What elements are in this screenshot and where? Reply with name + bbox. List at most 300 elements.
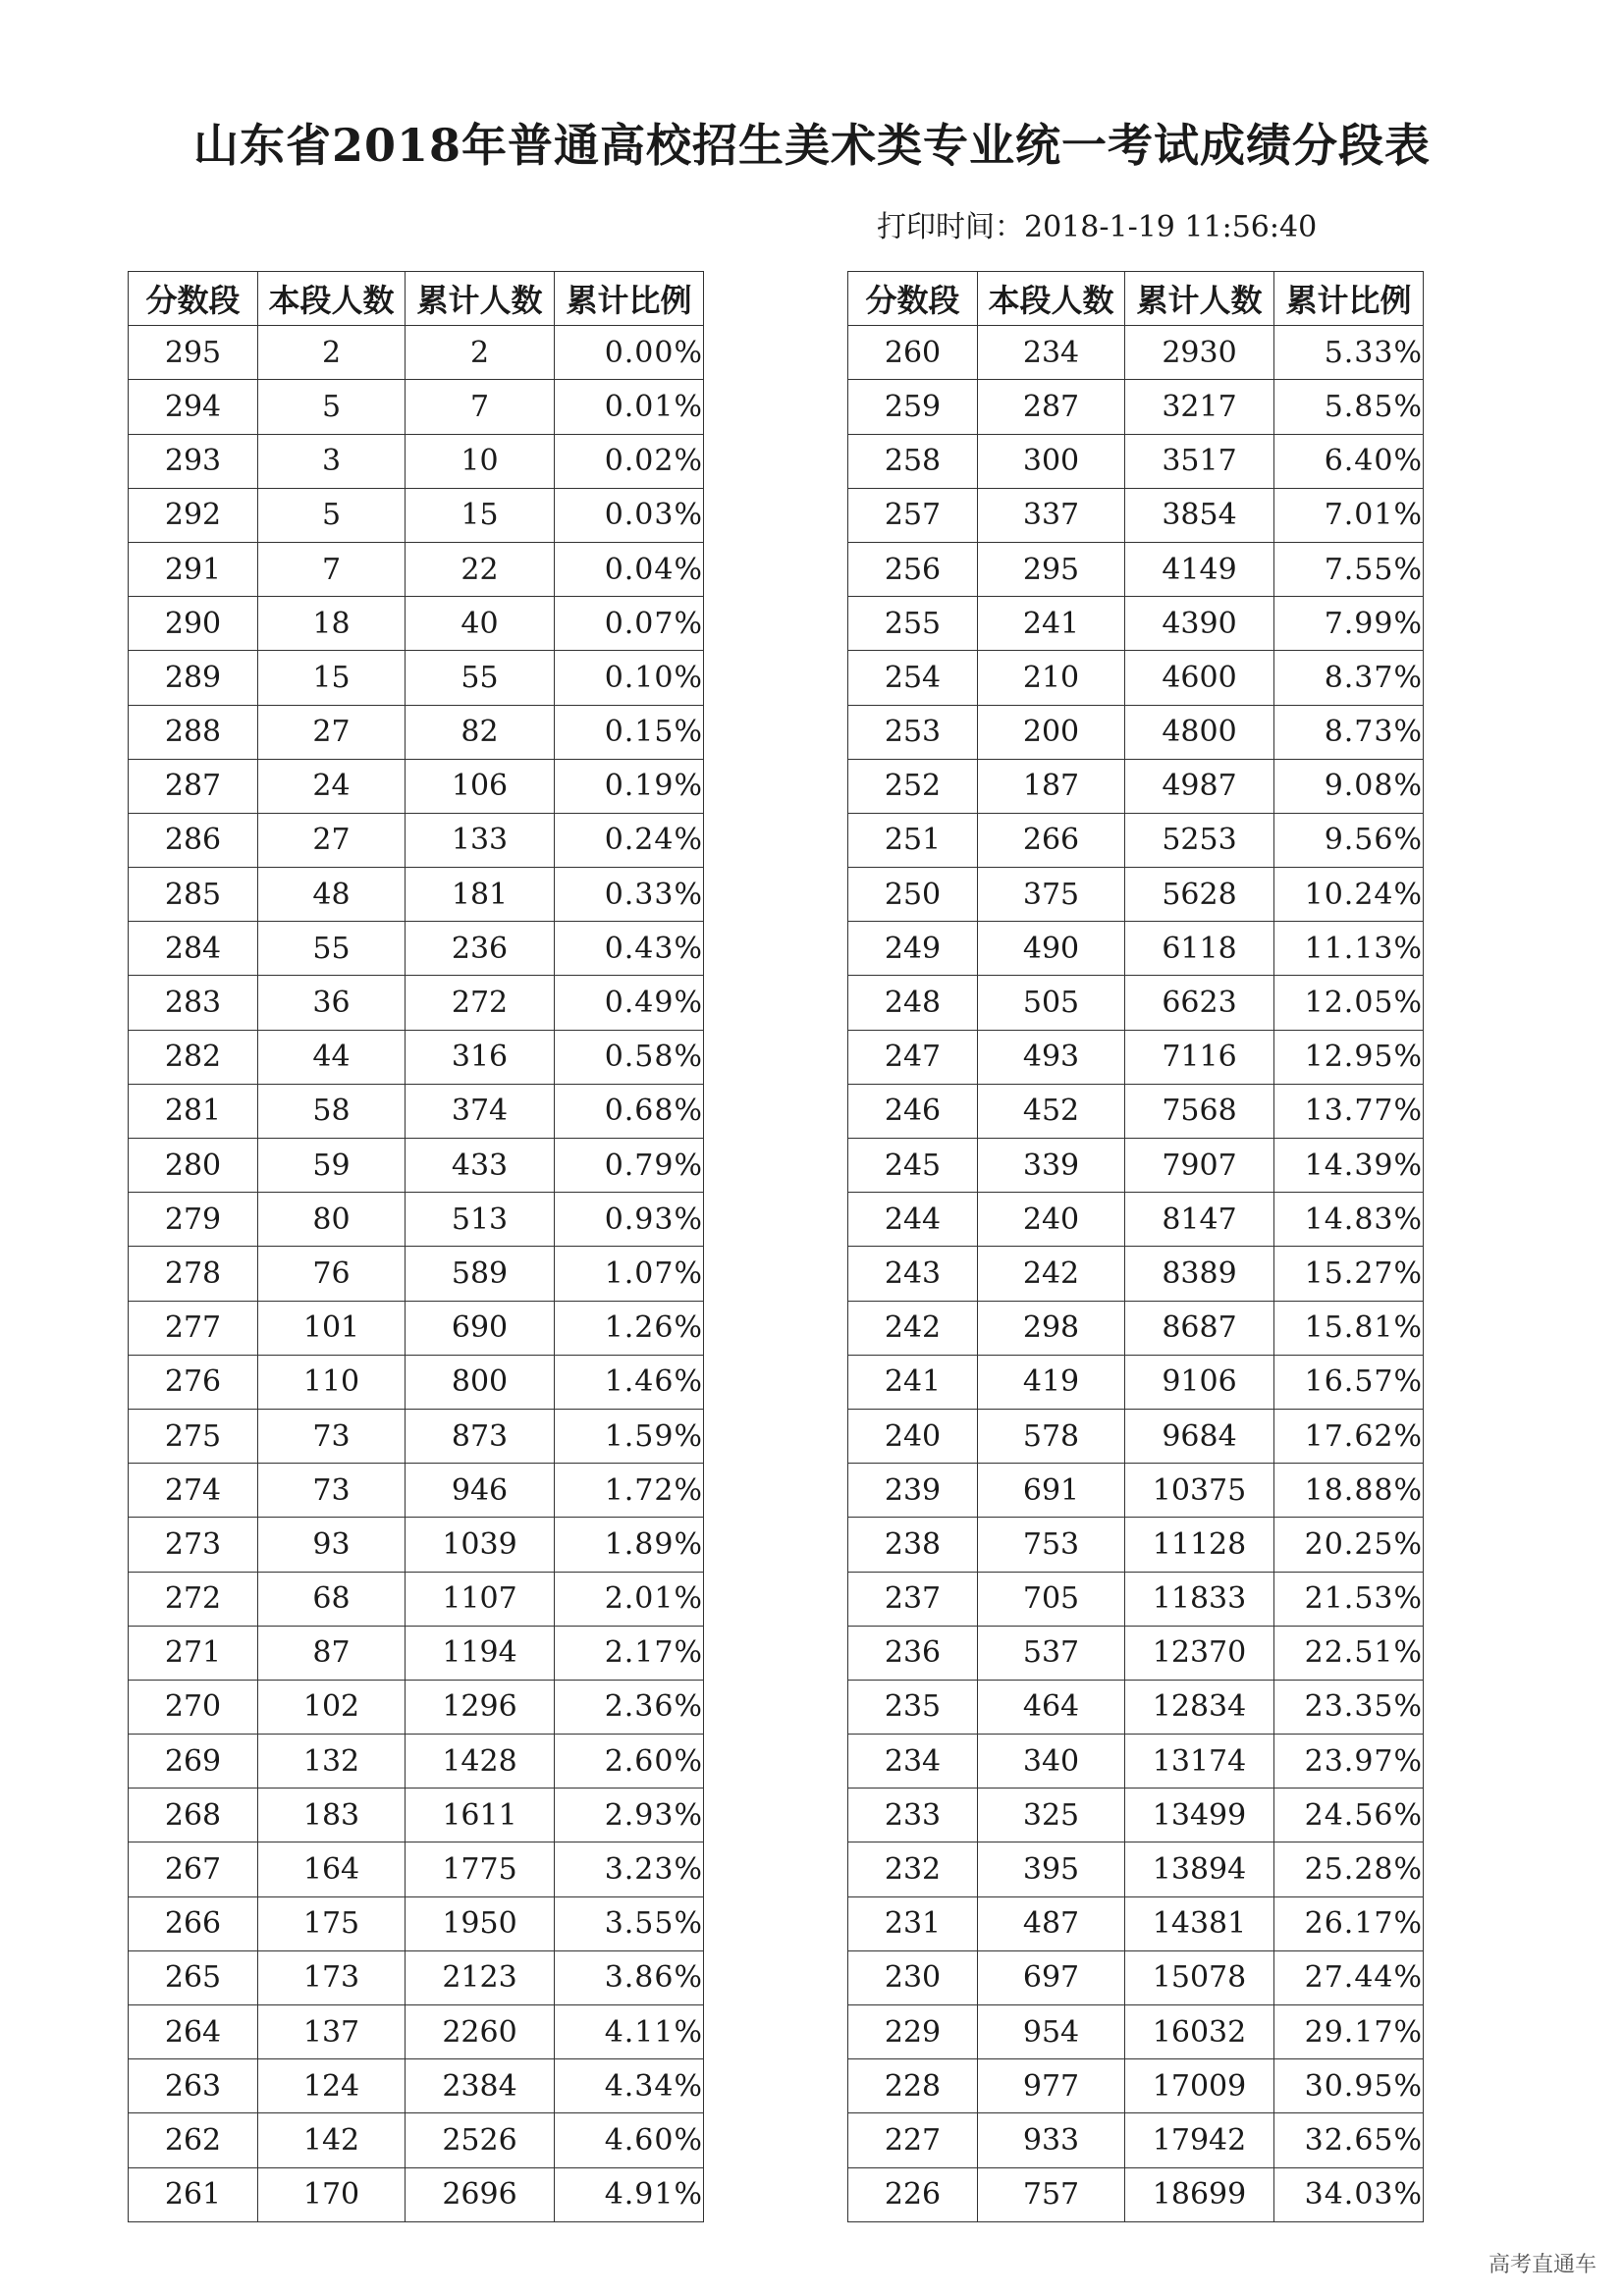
table-row <box>129 813 704 867</box>
cumulative-count-cell: 82 <box>406 705 555 759</box>
cumulative-ratio-cell: 2.01% <box>555 1572 704 1626</box>
table-row <box>848 868 1424 922</box>
cumulative-count-cell: 2696 <box>406 2167 555 2221</box>
cumulative-ratio-cell: 8.73% <box>1274 705 1424 759</box>
cumulative-count-cell: 10375 <box>1125 1464 1274 1518</box>
table-row <box>129 542 704 596</box>
table-row <box>848 434 1424 488</box>
band-count-cell: 36 <box>258 976 406 1030</box>
score-table-right <box>847 271 1424 2222</box>
table-row <box>848 326 1424 380</box>
cumulative-count-cell: 800 <box>406 1355 555 1409</box>
score-band-cell: 256 <box>848 542 978 596</box>
table-row <box>848 1247 1424 1301</box>
band-count-cell: 3 <box>258 434 406 488</box>
score-band-cell: 254 <box>848 651 978 705</box>
cumulative-count-cell: 513 <box>406 1193 555 1247</box>
score-band-cell: 242 <box>848 1301 978 1355</box>
cumulative-count-cell: 11833 <box>1125 1572 1274 1626</box>
cumulative-count-cell: 4800 <box>1125 705 1274 759</box>
cumulative-ratio-cell: 4.60% <box>555 2113 704 2167</box>
score-band-cell: 268 <box>129 1789 258 1842</box>
score-band-cell: 255 <box>848 597 978 651</box>
score-band-cell: 241 <box>848 1355 978 1409</box>
table-header-row <box>129 272 704 326</box>
score-band-cell: 243 <box>848 1247 978 1301</box>
score-band-cell: 235 <box>848 1680 978 1734</box>
cumulative-count-cell: 14381 <box>1125 1896 1274 1950</box>
header-score-band: 分数段 <box>848 272 978 326</box>
cumulative-ratio-cell: 18.88% <box>1274 1464 1424 1518</box>
cumulative-count-cell: 589 <box>406 1247 555 1301</box>
header-band-count: 本段人数 <box>978 272 1125 326</box>
score-band-cell: 288 <box>129 705 258 759</box>
score-band-cell: 262 <box>129 2113 258 2167</box>
cumulative-ratio-cell: 0.93% <box>555 1193 704 1247</box>
cumulative-count-cell: 4600 <box>1125 651 1274 705</box>
band-count-cell: 242 <box>978 1247 1125 1301</box>
score-band-cell: 232 <box>848 1842 978 1896</box>
cumulative-count-cell: 873 <box>406 1409 555 1463</box>
score-band-cell: 240 <box>848 1409 978 1463</box>
band-count-cell: 419 <box>978 1355 1125 1409</box>
table-row <box>848 2059 1424 2113</box>
band-count-cell: 753 <box>978 1518 1125 1572</box>
cumulative-ratio-cell: 1.89% <box>555 1518 704 1572</box>
band-count-cell: 375 <box>978 868 1125 922</box>
score-band-cell: 274 <box>129 1464 258 1518</box>
cumulative-count-cell: 13894 <box>1125 1842 1274 1896</box>
table-row <box>848 597 1424 651</box>
score-band-cell: 280 <box>129 1139 258 1193</box>
table-row <box>129 1896 704 1950</box>
band-count-cell: 339 <box>978 1139 1125 1193</box>
table-row <box>129 1842 704 1896</box>
cumulative-ratio-cell: 1.72% <box>555 1464 704 1518</box>
cumulative-count-cell: 1296 <box>406 1680 555 1734</box>
table-row <box>129 1355 704 1409</box>
band-count-cell: 337 <box>978 488 1125 542</box>
band-count-cell: 266 <box>978 813 1125 867</box>
score-band-cell: 270 <box>129 1680 258 1734</box>
band-count-cell: 340 <box>978 1735 1125 1789</box>
table-row <box>129 868 704 922</box>
score-band-cell: 259 <box>848 380 978 434</box>
band-count-cell: 132 <box>258 1735 406 1789</box>
cumulative-ratio-cell: 0.01% <box>555 380 704 434</box>
table-row <box>848 1518 1424 1572</box>
score-band-cell: 269 <box>129 1735 258 1789</box>
cumulative-ratio-cell: 0.49% <box>555 976 704 1030</box>
table-row <box>129 1789 704 1842</box>
band-count-cell: 27 <box>258 813 406 867</box>
band-count-cell: 234 <box>978 326 1125 380</box>
cumulative-count-cell: 181 <box>406 868 555 922</box>
table-row <box>129 1464 704 1518</box>
score-band-cell: 247 <box>848 1030 978 1084</box>
cumulative-count-cell: 946 <box>406 1464 555 1518</box>
cumulative-count-cell: 2123 <box>406 1950 555 2004</box>
cumulative-ratio-cell: 0.10% <box>555 651 704 705</box>
cumulative-ratio-cell: 1.46% <box>555 1355 704 1409</box>
table-row <box>848 1464 1424 1518</box>
score-band-cell: 250 <box>848 868 978 922</box>
cumulative-ratio-cell: 14.39% <box>1274 1139 1424 1193</box>
cumulative-ratio-cell: 23.35% <box>1274 1680 1424 1734</box>
band-count-cell: 757 <box>978 2167 1125 2221</box>
cumulative-ratio-cell: 20.25% <box>1274 1518 1424 1572</box>
cumulative-ratio-cell: 0.03% <box>555 488 704 542</box>
table-row <box>848 1950 1424 2004</box>
score-band-cell: 245 <box>848 1139 978 1193</box>
cumulative-ratio-cell: 4.34% <box>555 2059 704 2113</box>
band-count-cell: 933 <box>978 2113 1125 2167</box>
cumulative-count-cell: 2 <box>406 326 555 380</box>
score-band-cell: 261 <box>129 2167 258 2221</box>
table-row <box>848 380 1424 434</box>
band-count-cell: 87 <box>258 1626 406 1680</box>
band-count-cell: 578 <box>978 1409 1125 1463</box>
cumulative-count-cell: 3854 <box>1125 488 1274 542</box>
cumulative-ratio-cell: 0.19% <box>555 759 704 813</box>
table-row <box>129 1301 704 1355</box>
band-count-cell: 164 <box>258 1842 406 1896</box>
cumulative-count-cell: 374 <box>406 1084 555 1138</box>
table-row <box>129 705 704 759</box>
table-row <box>129 488 704 542</box>
cumulative-ratio-cell: 12.95% <box>1274 1030 1424 1084</box>
score-band-cell: 236 <box>848 1626 978 1680</box>
score-band-cell: 239 <box>848 1464 978 1518</box>
score-band-cell: 234 <box>848 1735 978 1789</box>
cumulative-count-cell: 3517 <box>1125 434 1274 488</box>
cumulative-ratio-cell: 0.15% <box>555 705 704 759</box>
cumulative-ratio-cell: 29.17% <box>1274 2005 1424 2059</box>
score-band-cell: 283 <box>129 976 258 1030</box>
table-row <box>129 380 704 434</box>
band-count-cell: 170 <box>258 2167 406 2221</box>
score-band-cell: 290 <box>129 597 258 651</box>
band-count-cell: 124 <box>258 2059 406 2113</box>
band-count-cell: 240 <box>978 1193 1125 1247</box>
score-band-cell: 277 <box>129 1301 258 1355</box>
band-count-cell: 452 <box>978 1084 1125 1138</box>
band-count-cell: 200 <box>978 705 1125 759</box>
cumulative-ratio-cell: 22.51% <box>1274 1626 1424 1680</box>
cumulative-ratio-cell: 1.26% <box>555 1301 704 1355</box>
cumulative-ratio-cell: 9.56% <box>1274 813 1424 867</box>
cumulative-ratio-cell: 0.43% <box>555 922 704 976</box>
cumulative-count-cell: 4390 <box>1125 597 1274 651</box>
cumulative-count-cell: 10 <box>406 434 555 488</box>
table-row <box>129 2113 704 2167</box>
cumulative-count-cell: 9106 <box>1125 1355 1274 1409</box>
cumulative-count-cell: 7 <box>406 380 555 434</box>
cumulative-count-cell: 1775 <box>406 1842 555 1896</box>
cumulative-ratio-cell: 1.59% <box>555 1409 704 1463</box>
cumulative-count-cell: 106 <box>406 759 555 813</box>
score-band-cell: 227 <box>848 2113 978 2167</box>
cumulative-ratio-cell: 0.04% <box>555 542 704 596</box>
table-row <box>129 1084 704 1138</box>
band-count-cell: 493 <box>978 1030 1125 1084</box>
table-row <box>129 1518 704 1572</box>
table-row <box>848 1680 1424 1734</box>
cumulative-count-cell: 4987 <box>1125 759 1274 813</box>
cumulative-ratio-cell: 2.93% <box>555 1789 704 1842</box>
band-count-cell: 7 <box>258 542 406 596</box>
score-band-cell: 229 <box>848 2005 978 2059</box>
cumulative-count-cell: 1950 <box>406 1896 555 1950</box>
band-count-cell: 487 <box>978 1896 1125 1950</box>
band-count-cell: 697 <box>978 1950 1125 2004</box>
cumulative-ratio-cell: 7.55% <box>1274 542 1424 596</box>
band-count-cell: 15 <box>258 651 406 705</box>
cumulative-count-cell: 12834 <box>1125 1680 1274 1734</box>
table-row <box>848 922 1424 976</box>
score-band-cell: 295 <box>129 326 258 380</box>
table-row <box>129 2005 704 2059</box>
table-row <box>848 488 1424 542</box>
cumulative-count-cell: 15078 <box>1125 1950 1274 2004</box>
band-count-cell: 464 <box>978 1680 1125 1734</box>
score-band-cell: 226 <box>848 2167 978 2221</box>
header-cumulative-ratio: 累计比例 <box>555 272 704 326</box>
score-table-left <box>128 271 704 2222</box>
cumulative-ratio-cell: 0.24% <box>555 813 704 867</box>
table-row <box>848 651 1424 705</box>
table-row <box>129 1680 704 1734</box>
table-row <box>848 542 1424 596</box>
cumulative-count-cell: 2384 <box>406 2059 555 2113</box>
cumulative-count-cell: 16032 <box>1125 2005 1274 2059</box>
band-count-cell: 173 <box>258 1950 406 2004</box>
cumulative-count-cell: 7907 <box>1125 1139 1274 1193</box>
band-count-cell: 80 <box>258 1193 406 1247</box>
score-band-cell: 293 <box>129 434 258 488</box>
band-count-cell: 2 <box>258 326 406 380</box>
cumulative-ratio-cell: 0.58% <box>555 1030 704 1084</box>
band-count-cell: 137 <box>258 2005 406 2059</box>
score-band-cell: 263 <box>129 2059 258 2113</box>
score-band-cell: 276 <box>129 1355 258 1409</box>
band-count-cell: 691 <box>978 1464 1125 1518</box>
band-count-cell: 5 <box>258 380 406 434</box>
band-count-cell: 295 <box>978 542 1125 596</box>
band-count-cell: 705 <box>978 1572 1125 1626</box>
table-row <box>848 1842 1424 1896</box>
score-band-cell: 233 <box>848 1789 978 1842</box>
cumulative-count-cell: 2260 <box>406 2005 555 2059</box>
cumulative-count-cell: 17942 <box>1125 2113 1274 2167</box>
table-row <box>848 1735 1424 1789</box>
table-row <box>129 651 704 705</box>
table-row <box>129 1409 704 1463</box>
score-band-cell: 275 <box>129 1409 258 1463</box>
score-band-cell: 253 <box>848 705 978 759</box>
score-band-cell: 278 <box>129 1247 258 1301</box>
table-row <box>848 705 1424 759</box>
band-count-cell: 977 <box>978 2059 1125 2113</box>
cumulative-ratio-cell: 30.95% <box>1274 2059 1424 2113</box>
band-count-cell: 55 <box>258 922 406 976</box>
band-count-cell: 300 <box>978 434 1125 488</box>
cumulative-ratio-cell: 32.65% <box>1274 2113 1424 2167</box>
table-row <box>848 1084 1424 1138</box>
cumulative-ratio-cell: 6.40% <box>1274 434 1424 488</box>
cumulative-ratio-cell: 23.97% <box>1274 1735 1424 1789</box>
table-row <box>129 922 704 976</box>
table-row <box>848 813 1424 867</box>
cumulative-count-cell: 9684 <box>1125 1409 1274 1463</box>
header-score-band: 分数段 <box>129 272 258 326</box>
table-row <box>848 2005 1424 2059</box>
cumulative-count-cell: 5628 <box>1125 868 1274 922</box>
band-count-cell: 395 <box>978 1842 1125 1896</box>
table-row <box>129 326 704 380</box>
cumulative-count-cell: 4149 <box>1125 542 1274 596</box>
cumulative-count-cell: 40 <box>406 597 555 651</box>
cumulative-ratio-cell: 4.11% <box>555 2005 704 2059</box>
band-count-cell: 210 <box>978 651 1125 705</box>
score-band-cell: 287 <box>129 759 258 813</box>
cumulative-count-cell: 17009 <box>1125 2059 1274 2113</box>
cumulative-ratio-cell: 0.68% <box>555 1084 704 1138</box>
table-row <box>129 1030 704 1084</box>
score-band-cell: 237 <box>848 1572 978 1626</box>
cumulative-count-cell: 11128 <box>1125 1518 1274 1572</box>
cumulative-ratio-cell: 24.56% <box>1274 1789 1424 1842</box>
table-row <box>129 1193 704 1247</box>
cumulative-ratio-cell: 1.07% <box>555 1247 704 1301</box>
cumulative-count-cell: 316 <box>406 1030 555 1084</box>
cumulative-count-cell: 2526 <box>406 2113 555 2167</box>
table-row <box>129 2059 704 2113</box>
table-row <box>129 1950 704 2004</box>
cumulative-count-cell: 12370 <box>1125 1626 1274 1680</box>
score-band-cell: 228 <box>848 2059 978 2113</box>
band-count-cell: 183 <box>258 1789 406 1842</box>
table-row <box>129 759 704 813</box>
band-count-cell: 287 <box>978 380 1125 434</box>
watermark-text: 高考直通车 <box>1488 2253 1597 2277</box>
score-band-cell: 286 <box>129 813 258 867</box>
score-band-cell: 271 <box>129 1626 258 1680</box>
band-count-cell: 187 <box>978 759 1125 813</box>
cumulative-count-cell: 690 <box>406 1301 555 1355</box>
cumulative-ratio-cell: 3.55% <box>555 1896 704 1950</box>
score-band-cell: 244 <box>848 1193 978 1247</box>
header-cumulative-count: 累计人数 <box>1125 272 1274 326</box>
table-row <box>129 1247 704 1301</box>
cumulative-count-cell: 7116 <box>1125 1030 1274 1084</box>
score-band-cell: 258 <box>848 434 978 488</box>
score-band-cell: 231 <box>848 1896 978 1950</box>
table-row <box>848 1030 1424 1084</box>
band-count-cell: 24 <box>258 759 406 813</box>
score-band-cell: 284 <box>129 922 258 976</box>
table-row <box>848 1355 1424 1409</box>
band-count-cell: 110 <box>258 1355 406 1409</box>
band-count-cell: 102 <box>258 1680 406 1734</box>
cumulative-count-cell: 13174 <box>1125 1735 1274 1789</box>
band-count-cell: 58 <box>258 1084 406 1138</box>
cumulative-ratio-cell: 21.53% <box>1274 1572 1424 1626</box>
cumulative-count-cell: 1428 <box>406 1735 555 1789</box>
score-band-cell: 238 <box>848 1518 978 1572</box>
cumulative-ratio-cell: 2.17% <box>555 1626 704 1680</box>
cumulative-ratio-cell: 15.81% <box>1274 1301 1424 1355</box>
band-count-cell: 954 <box>978 2005 1125 2059</box>
cumulative-count-cell: 433 <box>406 1139 555 1193</box>
table-row <box>129 434 704 488</box>
score-band-cell: 265 <box>129 1950 258 2004</box>
table-row <box>129 976 704 1030</box>
score-band-cell: 272 <box>129 1572 258 1626</box>
table-row <box>848 1193 1424 1247</box>
table-header-row <box>848 272 1424 326</box>
page-title: 山东省2018年普通高校招生美术类专业统一考试成绩分段表 <box>192 119 1432 172</box>
cumulative-ratio-cell: 27.44% <box>1274 1950 1424 2004</box>
table-row <box>129 1735 704 1789</box>
band-count-cell: 505 <box>978 976 1125 1030</box>
cumulative-ratio-cell: 0.00% <box>555 326 704 380</box>
cumulative-ratio-cell: 17.62% <box>1274 1409 1424 1463</box>
header-cumulative-ratio: 累计比例 <box>1274 272 1424 326</box>
cumulative-ratio-cell: 0.07% <box>555 597 704 651</box>
band-count-cell: 241 <box>978 597 1125 651</box>
score-band-cell: 249 <box>848 922 978 976</box>
band-count-cell: 142 <box>258 2113 406 2167</box>
cumulative-count-cell: 55 <box>406 651 555 705</box>
score-band-cell: 251 <box>848 813 978 867</box>
table-row <box>848 1139 1424 1193</box>
cumulative-count-cell: 5253 <box>1125 813 1274 867</box>
band-count-cell: 44 <box>258 1030 406 1084</box>
print-timestamp: 打印时间：2018-1-19 11:56:40 <box>877 210 1318 244</box>
table-row <box>848 759 1424 813</box>
band-count-cell: 59 <box>258 1139 406 1193</box>
cumulative-count-cell: 8687 <box>1125 1301 1274 1355</box>
band-count-cell: 73 <box>258 1409 406 1463</box>
cumulative-ratio-cell: 8.37% <box>1274 651 1424 705</box>
score-band-cell: 266 <box>129 1896 258 1950</box>
score-band-cell: 292 <box>129 488 258 542</box>
cumulative-ratio-cell: 0.02% <box>555 434 704 488</box>
cumulative-ratio-cell: 3.86% <box>555 1950 704 2004</box>
cumulative-count-cell: 18699 <box>1125 2167 1274 2221</box>
score-band-cell: 260 <box>848 326 978 380</box>
band-count-cell: 18 <box>258 597 406 651</box>
table-row <box>848 1626 1424 1680</box>
cumulative-count-cell: 3217 <box>1125 380 1274 434</box>
cumulative-ratio-cell: 0.33% <box>555 868 704 922</box>
cumulative-ratio-cell: 15.27% <box>1274 1247 1424 1301</box>
band-count-cell: 325 <box>978 1789 1125 1842</box>
cumulative-ratio-cell: 2.60% <box>555 1735 704 1789</box>
cumulative-count-cell: 8389 <box>1125 1247 1274 1301</box>
table-row <box>129 1139 704 1193</box>
table-row <box>129 1572 704 1626</box>
score-band-cell: 291 <box>129 542 258 596</box>
cumulative-ratio-cell: 12.05% <box>1274 976 1424 1030</box>
band-count-cell: 298 <box>978 1301 1125 1355</box>
band-count-cell: 68 <box>258 1572 406 1626</box>
band-count-cell: 5 <box>258 488 406 542</box>
score-band-cell: 281 <box>129 1084 258 1138</box>
cumulative-count-cell: 1107 <box>406 1572 555 1626</box>
cumulative-ratio-cell: 14.83% <box>1274 1193 1424 1247</box>
